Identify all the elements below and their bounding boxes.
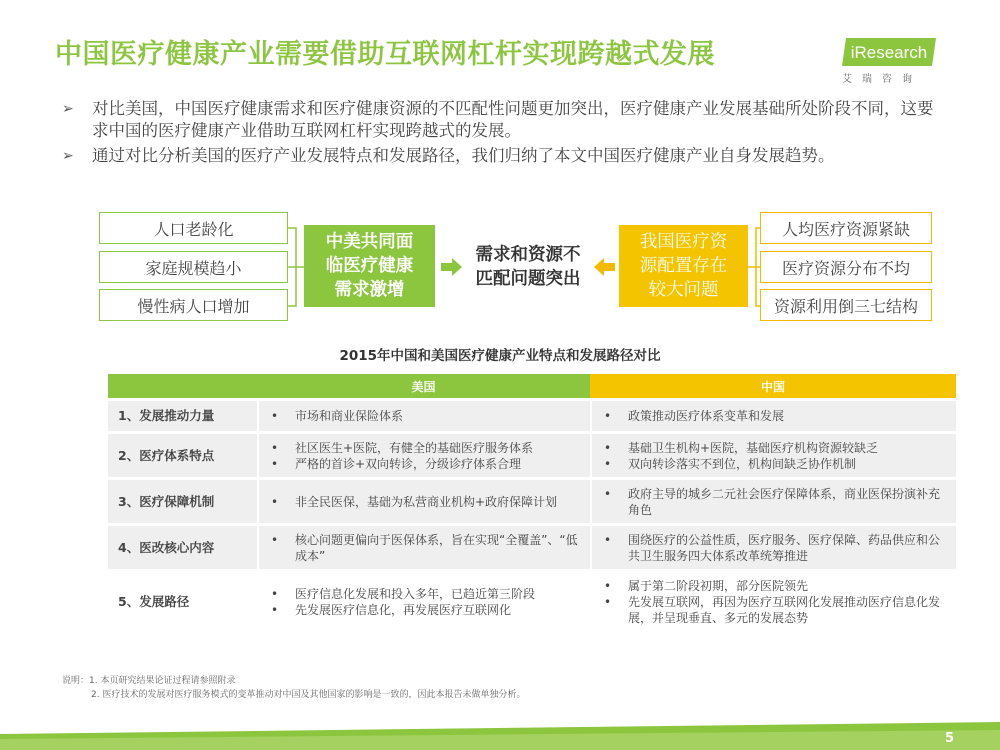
footer-band [0,722,1000,750]
intro-bullets [62,98,942,170]
bullet-text: 通过对比分析美国的医疗产业发展特点和发展路径，我们归纳了本文中国医疗健康产业自身发展趋势。 [92,146,835,165]
table-row [108,526,956,569]
us-cell [257,480,590,523]
common-demand-line: 需求激增 [334,280,405,300]
table-row [108,480,956,523]
mismatch-line: 需求和资源不 [475,245,581,265]
iresearch-logo [840,36,940,86]
common-demand-line: 中美共同面 [325,232,414,252]
header-china: 中国 [590,374,956,398]
table-title: 2015年中国和美国医疗健康产业特点和发展路径对比 [339,348,661,364]
logo-subtitle: 艾瑞咨询 [842,74,922,85]
bullet-text: 对比美国，中国医疗健康需求和医疗健康资源的不匹配性问题更加突出，医疗健康产业发展基础所处阶段不同，这要求中国的医疗健康产业借助互联网杠杆实现跨越式的发展。 [92,99,934,140]
cn-cell [590,401,956,431]
footnote-line: 说明：1. 本页研究结果论证过程请参照附录 [62,676,236,686]
bullet-item [62,145,942,167]
row-label: 3、医疗保障机制 [108,480,257,523]
cn-point: • 双向转诊落实不到位，机构间缺乏协作机制 [598,456,950,472]
left-factor-box: 人口老龄化 [99,212,288,244]
mismatch-line: 匹配问题突出 [475,269,581,289]
us-point: • 核心问题更偏向于医保体系，旨在实现“全覆盖”、“低成本” [265,532,584,564]
comparison-table [108,371,956,635]
header-blank [108,374,257,398]
cn-point: • 政策推动医疗体系变革和发展 [598,408,950,424]
right-arrow-icon [441,258,463,276]
table-header-row [108,374,956,398]
arrow-bullet-icon: ➢ [62,148,74,164]
logo-graphic [840,36,936,68]
page-number: 5 [944,731,954,746]
us-cell [257,401,590,431]
row-label: 4、医改核心内容 [108,526,257,569]
left-arrow-icon [594,258,616,276]
us-cell [257,434,590,477]
table-row [108,572,956,632]
mismatch-center-text [462,243,594,291]
right-factor-box: 医疗资源分布不均 [760,251,932,283]
arrow-bullet-icon: ➢ [62,101,74,117]
resource-problem-line: 我国医疗资 [639,232,728,252]
bullet-item [62,98,942,142]
cn-point: • 围绕医疗的公益性质，医疗服务、医疗保障、药品供应和公共卫生服务四大体系改革统筹推进 [598,532,950,564]
page-title: 中国医疗健康产业需要借助互联网杠杆实现跨越式发展 [55,39,715,70]
us-point: • 严格的首诊+双向转诊，分级诊疗体系合理 [265,456,584,472]
table-row [108,434,956,477]
us-cell [257,526,590,569]
us-point: • 先发展医疗信息化，再发展医疗互联网化 [265,602,584,618]
left-factor-box: 家庭规模趋小 [99,251,288,283]
cn-point: • 先发展互联网，再因为医疗互联网化发展推动医疗信息化发展，并呈现垂直、多元的发展态势 [598,594,950,626]
us-point: • 非全民医保，基础为私营商业机构+政府保障计划 [265,494,584,510]
resource-problem-line: 源配置存在 [639,256,728,276]
resource-problem-line: 较大问题 [648,280,719,300]
common-demand-box [304,225,435,307]
us-point: • 社区医生+医院，有健全的基础医疗服务体系 [265,440,584,456]
row-label: 5、发展路径 [108,572,257,632]
cn-point: • 基础卫生机构+医院，基础医疗机构资源较缺乏 [598,440,950,456]
us-cell [257,572,590,632]
left-factor-box: 慢性病人口增加 [99,289,288,321]
cn-point: • 政府主导的城乡二元社会医疗保障体系，商业医保扮演补充角色 [598,486,950,518]
table-row [108,401,956,431]
row-label: 1、发展推动力量 [108,401,257,431]
common-demand-line: 临医疗健康 [325,256,414,276]
cn-cell [590,480,956,523]
cn-cell [590,526,956,569]
cn-cell [590,434,956,477]
resource-problem-box [619,225,748,307]
cn-cell [590,572,956,632]
us-point: • 医疗信息化发展和投入多年，已趋近第三阶段 [265,586,584,602]
cn-point: • 属于第二阶段初期，部分医院领先 [598,578,950,594]
right-factor-box: 资源利用倒三七结构 [760,289,932,321]
us-point: • 市场和商业保险体系 [265,408,584,424]
footnotes [62,674,525,702]
footnote-line: 2. 医疗技术的发展对医疗服务模式的变革推动对中国及其他国家的影响是一致的，因此本报告未做单独分析。 [91,690,526,700]
right-factor-box: 人均医疗资源紧缺 [760,212,932,244]
row-label: 2、医疗体系特点 [108,434,257,477]
header-us: 美国 [257,374,590,398]
svg-text:iResearch: iResearch [850,43,928,62]
